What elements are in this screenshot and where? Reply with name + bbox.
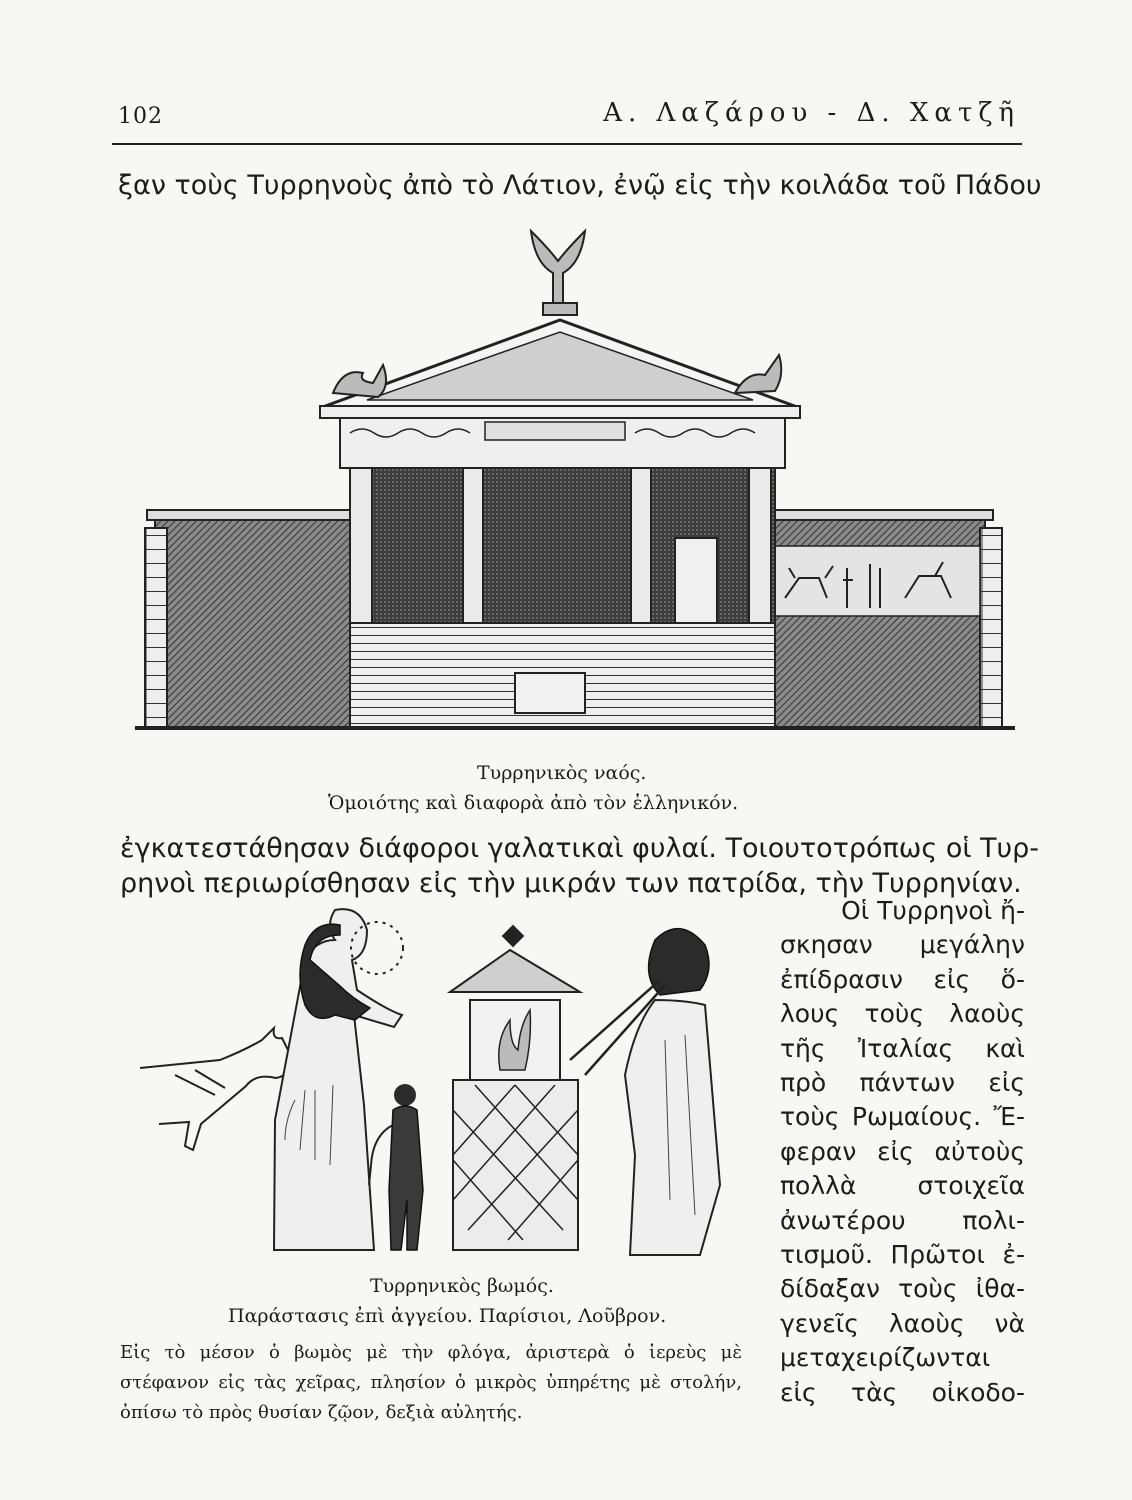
altar-description: Εἰς τὸ μέσον ὁ βωμὸς μὲ τὴν φλόγα, ἀριστερὰ ὁ ἱερεὺς μὲ στέφανον εἰς τὰς χεῖρας, πλησίον ὁ μικρὸς ὑπηρέτης μὲ στολήν, ὀπίσω τὸ πρὸς θυσίαν ζῷον, δεξιὰ αὐλητής. — [120, 1342, 742, 1423]
altar-illustration — [135, 920, 750, 1270]
side-column-line: τοὺς Ρωμαίους. Ἔ- — [780, 1102, 1025, 1132]
side-column-line: δίδαξαν τοὺς ἰθα- — [780, 1274, 1025, 1304]
side-column-line: φεραν εἰς αὐτοὺς — [780, 1136, 1025, 1166]
side-column-line: πολλὰ στοιχεῖα — [780, 1171, 1025, 1201]
side-column-line: τῆς Ἰταλίας καὶ — [780, 1033, 1025, 1063]
side-column-line: γενεῖς λαοὺς νὰ — [780, 1308, 1025, 1338]
altar-caption-subtitle: Παράστασις ἐπὶ ἀγγείου. Παρίσιοι, Λοῦβρον. — [228, 1305, 667, 1327]
flute-player-figure — [570, 929, 720, 1255]
temple-caption-subtitle: Ὁμοιότης καὶ διαφορὰ ἀπὸ τὸν ἑλληνικόν. — [328, 792, 739, 814]
priest-figure — [274, 909, 403, 1250]
side-column-line: πρὸ πάντων εἰς — [780, 1068, 1025, 1098]
relief-frieze — [775, 546, 980, 616]
temple-caption-title: Τυρρηνικὸς ναός. — [477, 762, 647, 784]
side-column-line: σκησαν μεγάλην — [780, 930, 1025, 960]
side-column-line: ἐπίδρασιν εἰς ὅ- — [780, 964, 1025, 994]
side-column-line: τισμοῦ. Πρῶτοι ἐ- — [780, 1240, 1025, 1270]
altar — [450, 925, 580, 1250]
servant-boy-figure — [369, 1084, 423, 1250]
header-rule — [112, 143, 1022, 145]
side-column-line: εἰς τὰς οἰκοδο- — [780, 1377, 1025, 1407]
body-line-1: ξαν τοὺς Τυρρηνοὺς ἀπὸ τὸ Λάτιον, ἐνῷ εἰς τὴν κοιλάδα τοῦ Πάδου — [118, 170, 1042, 201]
page-number: 102 — [118, 104, 163, 129]
altar-caption-title: Τυρρηνικὸς βωμός. — [370, 1275, 554, 1297]
side-column-line: Οἱ Τυρρηνοὶ ἤ- — [841, 896, 1025, 925]
altar-block — [515, 673, 585, 713]
body-line-2: ἐγκατεστάθησαν διάφοροι γαλατικαὶ φυλαί. Τοιουτοτρόπως οἱ Τυρ- — [120, 833, 1040, 864]
left-wall — [155, 518, 350, 728]
ox-figure — [140, 1028, 292, 1150]
side-column-line: λους τοὺς λαοὺς — [780, 999, 1025, 1029]
side-column-text — [780, 894, 1025, 1410]
body-line-3: ρηνοὶ περιωρίσθησαν εἰς τὴν μικράν των πατρίδα, τὴν Τυρρηνίαν. — [120, 868, 1022, 899]
running-title: Α. Λαζάρου - Δ. Χατζῆ — [603, 98, 1020, 128]
side-column-line: μεταχειρίζωνται — [780, 1343, 991, 1373]
side-column-line: ἀνωτέρου πολι- — [780, 1205, 1025, 1235]
temple-illustration — [135, 228, 1015, 733]
